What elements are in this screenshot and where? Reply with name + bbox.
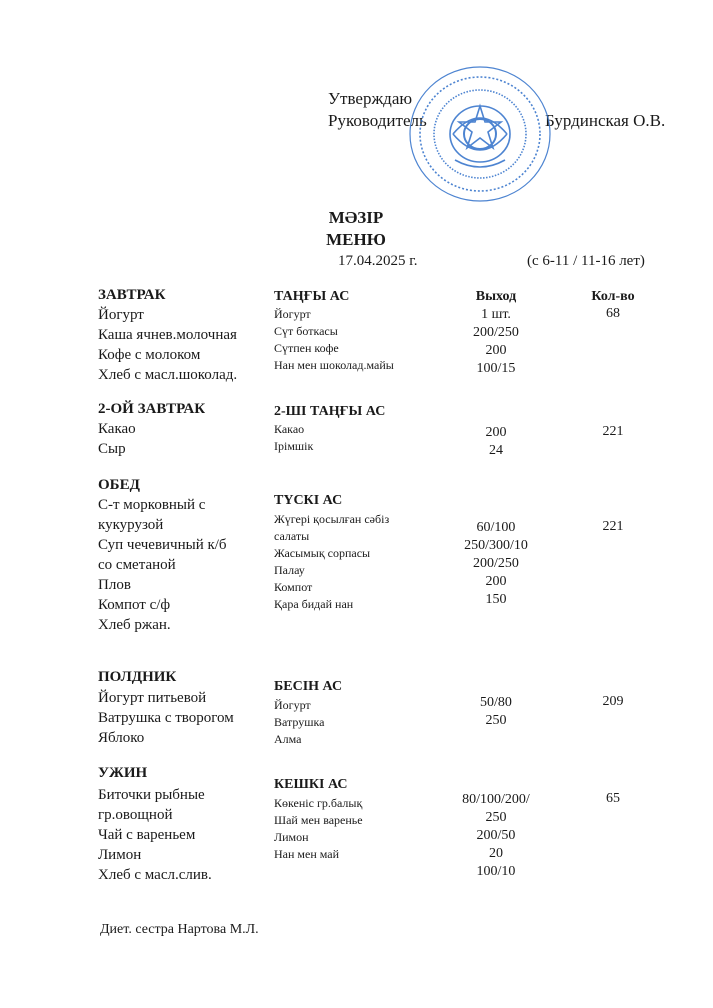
output-value: 20	[489, 846, 503, 861]
meal-lunch-items-ru	[98, 495, 227, 635]
list-item: Биточки рыбные	[98, 787, 205, 803]
meal-dinner-items-ru	[98, 785, 212, 885]
list-item: Яблоко	[98, 730, 145, 746]
output-value: 1 шт.	[481, 307, 511, 322]
meal-breakfast-title-ru: ЗАВТРАК	[98, 287, 166, 303]
meal-snack-items-ru	[98, 688, 234, 748]
output-value: 80/100/200/	[462, 792, 530, 807]
output-value: 50/80	[480, 695, 512, 710]
list-item: Йогурт	[274, 307, 311, 321]
list-item: Сыр	[98, 441, 126, 457]
list-item: Палау	[274, 563, 305, 577]
meal-lunch-title-kz: ТҮСКІ АС	[274, 493, 343, 508]
meal-second-breakfast-items-kz	[274, 421, 313, 455]
list-item: Хлеб с масл.шоколад.	[98, 367, 238, 383]
output-value: 100/15	[476, 361, 516, 376]
list-item: Йогурт	[98, 307, 144, 323]
list-item: Кофе с молоком	[98, 347, 201, 363]
output-value: 200	[485, 343, 507, 358]
output-value: 150	[485, 592, 507, 607]
meal-breakfast-items-ru	[98, 305, 237, 385]
list-item: Йогурт питьевой	[98, 690, 207, 706]
output-value: 250	[485, 810, 507, 825]
meal-dinner-outputs	[436, 791, 556, 881]
list-item: Қара бидай нан	[274, 597, 354, 611]
list-item: Көкеніс гр.балық	[274, 796, 363, 810]
list-item: Жасымық сорпасы	[274, 546, 371, 560]
meal-breakfast-count: 68	[606, 306, 620, 321]
output-value: 200/250	[473, 556, 519, 571]
list-item: Алма	[274, 732, 302, 746]
meal-second-breakfast-title-ru: 2-ОЙ ЗАВТРАК	[98, 401, 206, 417]
meal-snack-count: 209	[602, 694, 624, 709]
output-value: 24	[489, 443, 503, 458]
meal-lunch-title-ru: ОБЕД	[98, 477, 140, 493]
meal-lunch-items-kz	[274, 511, 389, 613]
approve-label: Утверждаю	[328, 89, 413, 108]
meal-snack-outputs	[436, 694, 556, 730]
meal-snack-title-ru: ПОЛДНИК	[98, 669, 177, 685]
list-item: Каша ячнев.молочная	[98, 327, 237, 343]
list-item: Нан мен шоколад.майы	[274, 358, 394, 372]
list-item: со сметаной	[98, 557, 176, 573]
list-item: Ватрушка	[274, 715, 325, 729]
meal-breakfast-outputs	[436, 306, 556, 378]
list-item: салаты	[274, 529, 310, 543]
list-item: Шай мен варенье	[274, 813, 363, 827]
output-value: 200/250	[473, 325, 519, 340]
age-note: (с 6-11 / 11-16 лет)	[527, 253, 645, 269]
meal-dinner-count: 65	[606, 791, 620, 806]
meal-lunch-count: 221	[602, 519, 624, 534]
meal-breakfast-items-kz	[274, 306, 394, 374]
list-item: Компот	[274, 580, 313, 594]
dietitian-signature: Диет. сестра Нартова М.Л.	[100, 922, 259, 937]
meal-snack-items-kz	[274, 697, 324, 748]
list-item: С-т морковный с	[98, 497, 206, 513]
list-item: Ватрушка с творогом	[98, 710, 234, 726]
meal-breakfast-title-kz: ТАҢҒЫ АС	[274, 289, 350, 304]
role-label: Руководитель	[328, 111, 427, 130]
list-item: Жүгері қосылған сәбіз	[274, 512, 390, 526]
list-item: Компот с/ф	[98, 597, 171, 613]
count-column-header: Кол-во	[591, 289, 635, 304]
list-item: Нан мен май	[274, 847, 340, 861]
output-value: 200	[485, 425, 507, 440]
list-item: Ірімшік	[274, 439, 314, 453]
title-ru: МЕНЮ	[326, 230, 386, 249]
output-value: 200/50	[476, 828, 516, 843]
list-item: Плов	[98, 577, 131, 593]
list-item: Хлеб ржан.	[98, 617, 171, 633]
meal-dinner-title-ru: УЖИН	[98, 765, 148, 781]
list-item: Хлеб с масл.слив.	[98, 867, 212, 883]
list-item: Йогурт	[274, 698, 311, 712]
meal-second-breakfast-title-kz: 2-ШІ ТАҢҒЫ АС	[274, 404, 386, 419]
meal-second-breakfast-items-ru	[98, 419, 136, 459]
output-value: 100/10	[476, 864, 516, 879]
list-item: Лимон	[98, 847, 142, 863]
list-item: Лимон	[274, 830, 309, 844]
list-item: Сүтпен кофе	[274, 341, 339, 355]
meal-dinner-items-kz	[274, 795, 363, 863]
output-value: 200	[485, 574, 507, 589]
director-name: Бурдинская О.В.	[545, 111, 666, 130]
output-column-header: Выход	[475, 289, 517, 304]
list-item: Суп чечевичный к/б	[98, 537, 227, 553]
title-kz: МӘЗІР	[328, 208, 384, 227]
kazakhstan-emblem-seal-icon	[405, 62, 555, 207]
list-item: Сүт боткасы	[274, 324, 338, 338]
meal-second-breakfast-outputs	[436, 424, 556, 460]
output-value: 60/100	[476, 520, 516, 535]
list-item: кукурузой	[98, 517, 164, 533]
meal-second-breakfast-count: 221	[602, 424, 624, 439]
list-item: Чай с вареньем	[98, 827, 196, 843]
meal-lunch-outputs	[436, 519, 556, 609]
list-item: гр.овощной	[98, 807, 173, 823]
menu-date: 17.04.2025 г.	[338, 253, 418, 269]
meal-dinner-title-kz: КЕШКІ АС	[274, 777, 348, 792]
output-value: 250	[485, 713, 507, 728]
meal-snack-title-kz: БЕСІН АС	[274, 679, 343, 694]
list-item: Какао	[274, 422, 305, 436]
list-item: Какао	[98, 421, 136, 437]
output-value: 250/300/10	[464, 538, 528, 553]
